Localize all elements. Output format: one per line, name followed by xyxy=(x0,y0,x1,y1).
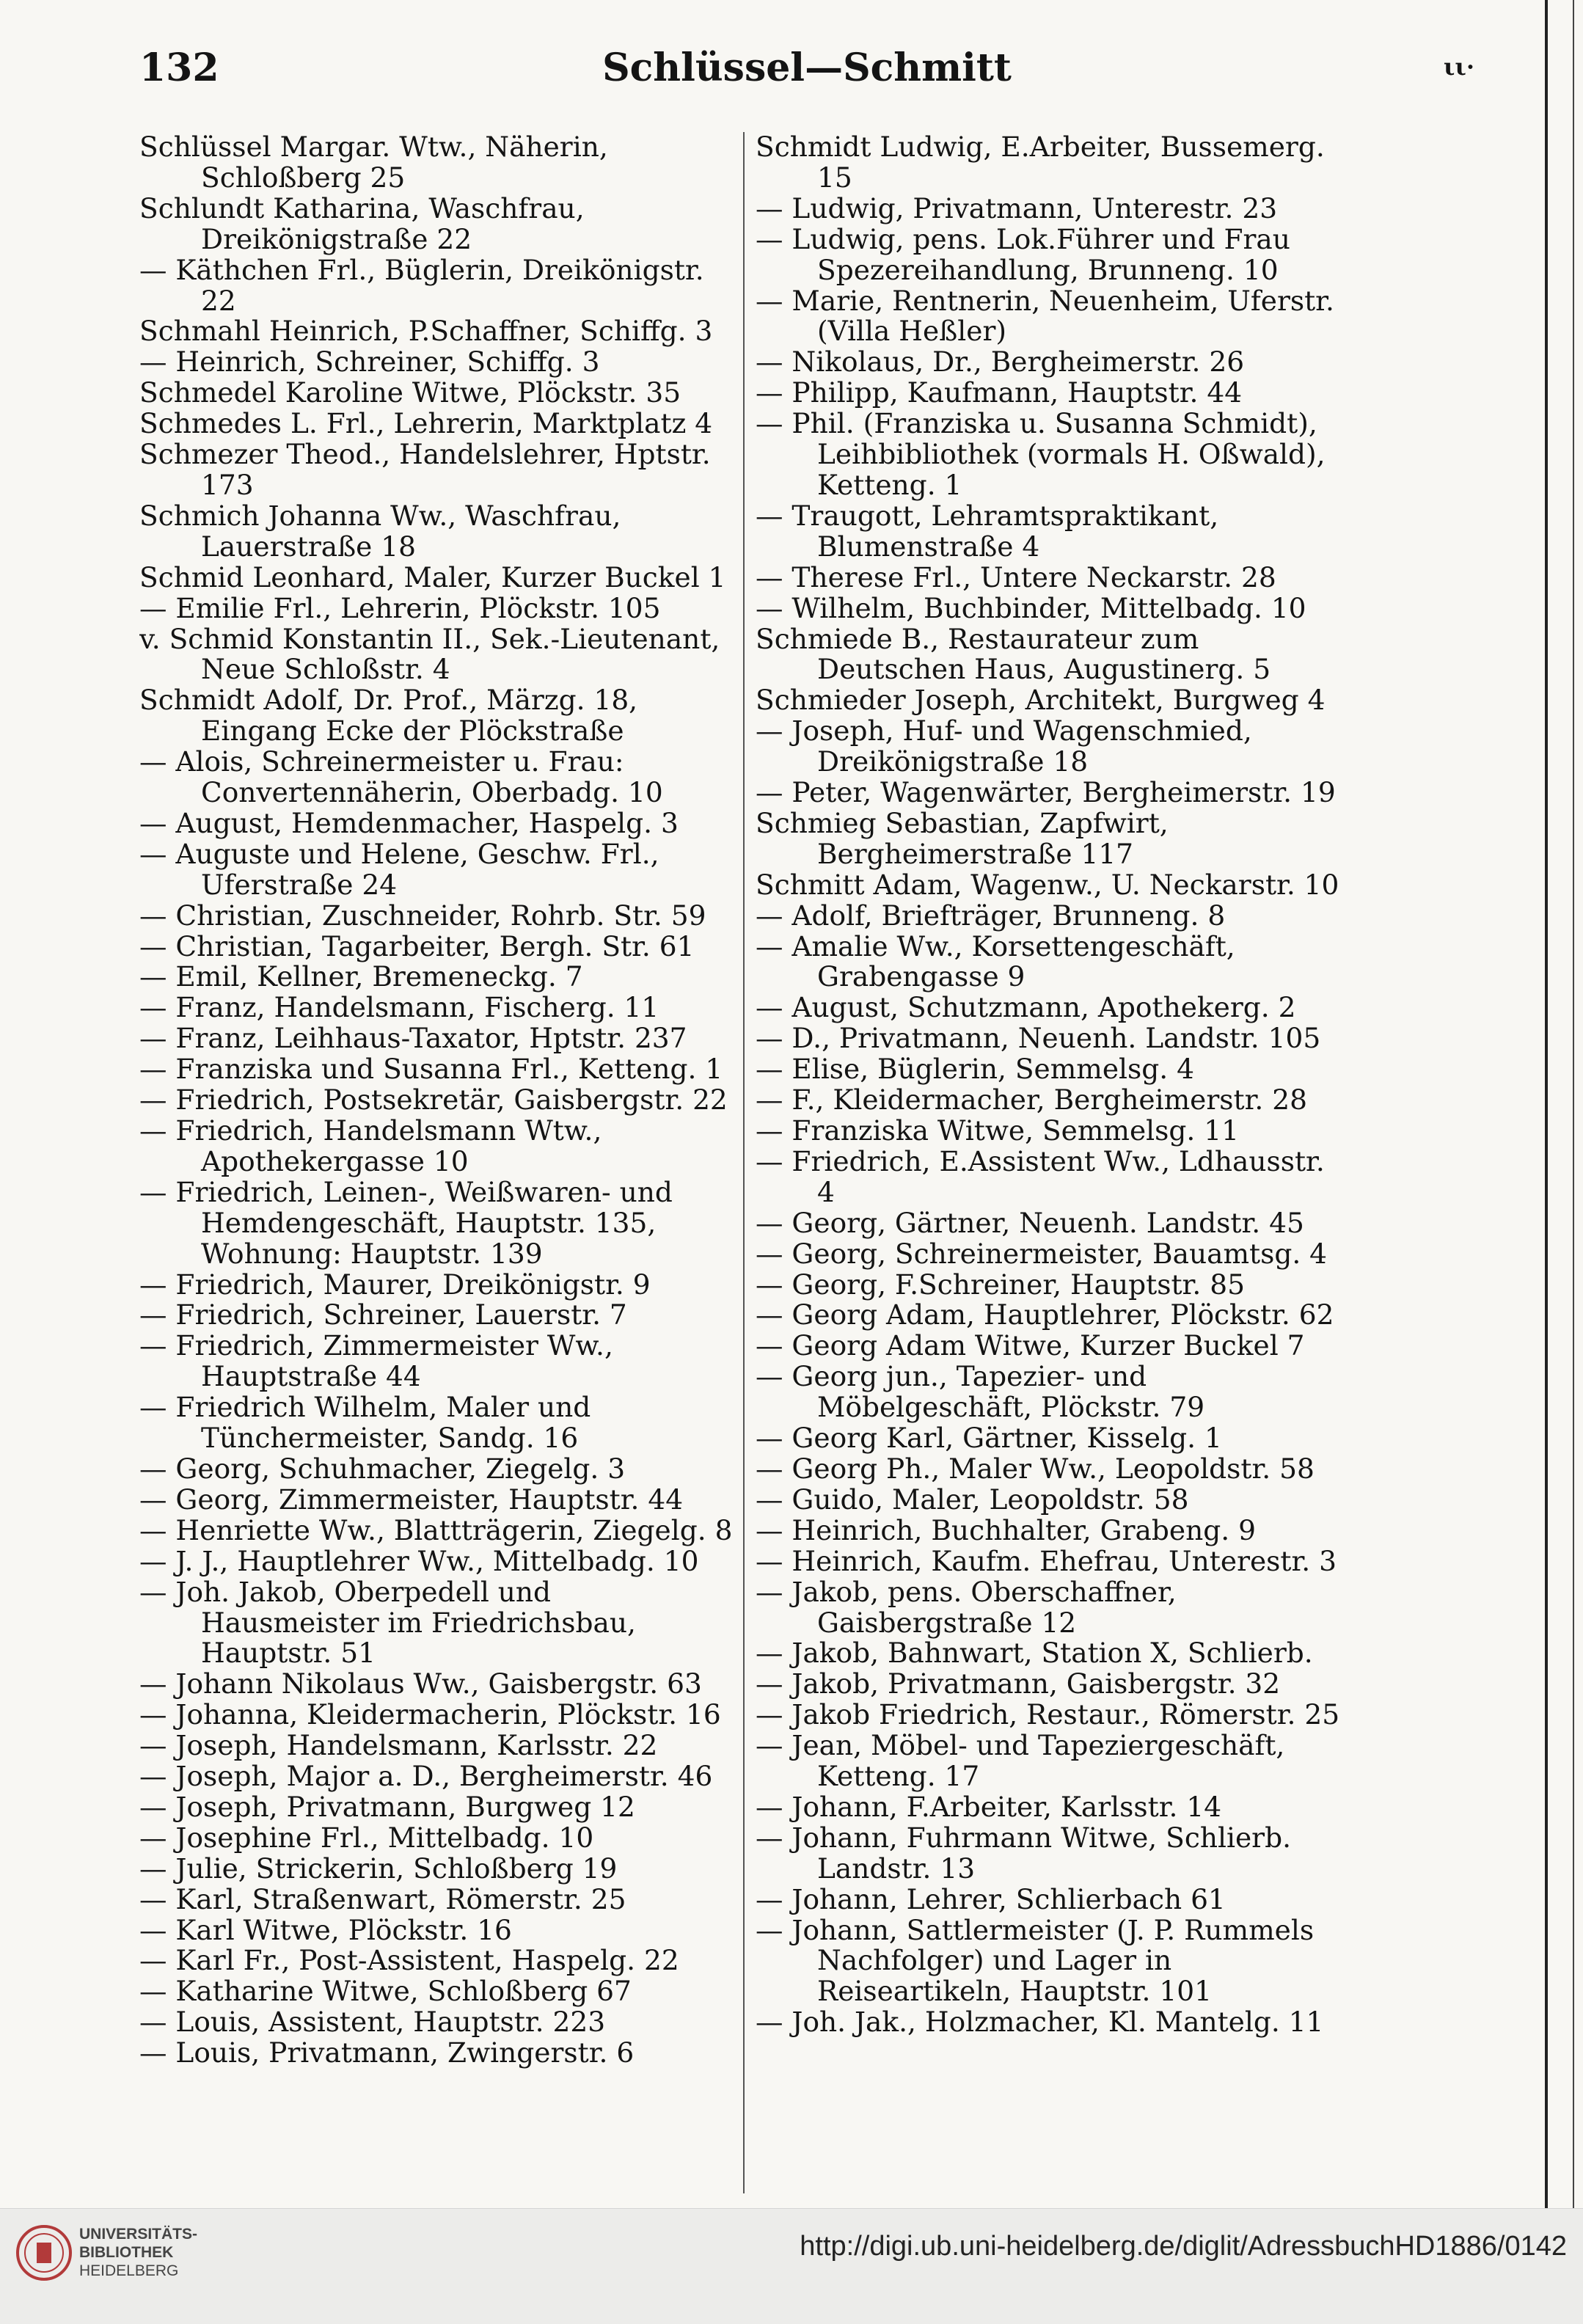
left-column xyxy=(139,132,734,2193)
directory-entry: — Karl Fr., Post-Assistent, Haspelg. 22 xyxy=(139,1944,679,1977)
directory-entry: — Friedrich, Zimmermeister Ww., Hauptstraße 44 xyxy=(139,1329,613,1393)
directory-entry: — Friedrich, Maurer, Dreikönigstr. 9 xyxy=(139,1268,651,1301)
directory-entry: — Georg, Schuhmacher, Ziegelg. 3 xyxy=(139,1452,626,1485)
directory-entry: — Heinrich, Buchhalter, Grabeng. 9 xyxy=(756,1513,1256,1546)
directory-entry: — Therese Frl., Untere Neckarstr. 28 xyxy=(756,560,1276,593)
directory-entry: — Friedrich, Leinen-, Weißwaren- und Hemdengeschäft, Hauptstr. 135, Wohnung: Hauptstr. 139 xyxy=(139,1175,673,1270)
page-edge-line-outer xyxy=(1573,0,1574,2208)
directory-entry: — Franziska und Susanna Frl., Ketteng. 1 xyxy=(139,1053,723,1086)
directory-entry: — Georg jun., Tapezier- und Möbelgeschäft, Plöckstr. 79 xyxy=(756,1360,1205,1424)
directory-entry: Schmidt Adolf, Dr. Prof., Märzg. 18, Eingang Ecke der Plöckstraße xyxy=(139,684,638,748)
logo-line-2: BIBLIOTHEK xyxy=(79,2244,174,2261)
directory-entry: — Guido, Maler, Leopoldstr. 58 xyxy=(756,1483,1189,1516)
right-column xyxy=(756,132,1342,2193)
directory-entry: — Katharine Witwe, Schloßberg 67 xyxy=(139,1975,632,2008)
directory-entry: — Heinrich, Kaufm. Ehefrau, Unterestr. 3 xyxy=(756,1544,1337,1577)
directory-entry: — Joseph, Huf- und Wagenschmied, Dreikönigstraße 18 xyxy=(756,715,1252,778)
directory-entry: — Alois, Schreinermeister u. Frau: Convertennäherin, Oberbadg. 10 xyxy=(139,745,663,809)
margin-mark: ιι· xyxy=(1443,53,1474,81)
directory-entry: — Franz, Leihhaus-Taxator, Hptstr. 237 xyxy=(139,1022,687,1055)
directory-entry: — Josephine Frl., Mittelbadg. 10 xyxy=(139,1821,594,1854)
directory-entry: — Friedrich, Handelsmann Wtw., Apothekergasse 10 xyxy=(139,1114,602,1177)
directory-entry: — Johann, Lehrer, Schlierbach 61 xyxy=(756,1882,1226,1915)
directory-entry: — Georg Adam, Hauptlehrer, Plöckstr. 62 xyxy=(756,1298,1334,1331)
directory-entry: — Christian, Zuschneider, Rohrb. Str. 59 xyxy=(139,899,706,932)
directory-entry: — Ludwig, Privatmann, Unterestr. 23 xyxy=(756,191,1278,224)
viewer-footer xyxy=(0,2208,1583,2324)
directory-entry: — Friedrich, E.Assistent Ww., Ldhausstr. 4 xyxy=(756,1144,1325,1208)
directory-entry: — Joseph, Handelsmann, Karlsstr. 22 xyxy=(139,1729,658,1762)
directory-entry: — Philipp, Kaufmann, Hauptstr. 44 xyxy=(756,376,1243,409)
directory-entry: Schmahl Heinrich, P.Schaffner, Schiffg. 3 xyxy=(139,315,713,348)
source-url[interactable]: http://digi.ub.uni-heidelberg.de/diglit/AdressbuchHD1886/0142 xyxy=(800,2231,1567,2262)
logo-line-3: HEIDELBERG xyxy=(79,2262,179,2279)
directory-entry: — Joseph, Privatmann, Burgweg 12 xyxy=(139,1790,635,1823)
directory-entry: — Christian, Tagarbeiter, Bergh. Str. 61 xyxy=(139,929,695,962)
directory-entry: Schmid Leonhard, Maler, Kurzer Buckel 1 xyxy=(139,560,726,593)
directory-entry: Schmich Johanna Ww., Waschfrau, Lauerstraße 18 xyxy=(139,499,621,563)
directory-entry: Schmieg Sebastian, Zapfwirt, Bergheimerstraße 117 xyxy=(756,806,1169,870)
directory-entry: — Georg, F.Schreiner, Hauptstr. 85 xyxy=(756,1268,1245,1301)
directory-entry: Schmidt Ludwig, E.Arbeiter, Bussemerg. 15 xyxy=(756,132,1325,194)
directory-entry: — Joseph, Major a. D., Bergheimerstr. 46 xyxy=(139,1760,713,1793)
directory-entry: — Franz, Handelsmann, Fischerg. 11 xyxy=(139,991,659,1024)
directory-entry: Schmiede B., Restaurateur zum Deutschen Haus, Augustinerg. 5 xyxy=(756,622,1271,686)
directory-entry: — Traugott, Lehramtspraktikant, Blumenstraße 4 xyxy=(756,499,1219,563)
directory-entry: — Wilhelm, Buchbinder, Mittelbadg. 10 xyxy=(756,591,1306,624)
directory-entry: Schmedes L. Frl., Lehrerin, Marktplatz 4 xyxy=(139,407,713,440)
directory-entry: — Georg Karl, Gärtner, Kisselg. 1 xyxy=(756,1422,1222,1455)
directory-entry: — Peter, Wagenwärter, Bergheimerstr. 19 xyxy=(756,776,1336,809)
directory-entry: — Johann, F.Arbeiter, Karlsstr. 14 xyxy=(756,1790,1222,1823)
directory-entry: — Joh. Jak., Holzmacher, Kl. Mantelg. 11 xyxy=(756,2006,1324,2039)
directory-entry: — Emilie Frl., Lehrerin, Plöckstr. 105 xyxy=(139,591,661,624)
directory-entry: — Karl Witwe, Plöckstr. 16 xyxy=(139,1913,512,1946)
page-header xyxy=(139,45,1474,104)
directory-entry: — Karl, Straßenwart, Römerstr. 25 xyxy=(139,1882,626,1915)
column-divider xyxy=(743,132,745,2193)
directory-entry: — Johann, Sattlermeister (J. P. Rummels Nachfolger) und Lager in Reiseartikeln, Hauptstr. 101 xyxy=(756,1913,1315,2008)
directory-entry: v. Schmid Konstantin II., Sek.-Lieutenant, Neue Schloßstr. 4 xyxy=(139,622,720,686)
directory-entry: — Emil, Kellner, Bremeneckg. 7 xyxy=(139,960,583,993)
directory-entry: — Nikolaus, Dr., Bergheimerstr. 26 xyxy=(756,346,1245,379)
directory-entry: — Johann, Fuhrmann Witwe, Schlierb. Landstr. 13 xyxy=(756,1821,1292,1885)
directory-entry: — Elise, Büglerin, Semmelsg. 4 xyxy=(756,1053,1195,1086)
directory-entry: Schmieder Joseph, Architekt, Burgweg 4 xyxy=(756,684,1326,717)
directory-entry: — Johanna, Kleidermacherin, Plöckstr. 16 xyxy=(139,1698,721,1731)
directory-entry: — Louis, Assistent, Hauptstr. 223 xyxy=(139,2006,606,2039)
directory-entry: — Georg Ph., Maler Ww., Leopoldstr. 58 xyxy=(756,1452,1315,1485)
directory-entry: Schlundt Katharina, Waschfrau, Dreikönigstraße 22 xyxy=(139,191,585,255)
directory-entry: — Jean, Möbel- und Tapeziergeschäft, Ketteng. 17 xyxy=(756,1729,1285,1793)
directory-entry: — August, Hemdenmacher, Haspelg. 3 xyxy=(139,806,679,839)
page-edge-line xyxy=(1545,0,1548,2208)
directory-entry: — J. J., Hauptlehrer Ww., Mittelbadg. 10 xyxy=(139,1544,699,1577)
running-title: Schlüssel—Schmitt xyxy=(602,45,1012,90)
directory-entry: — Louis, Privatmann, Zwingerstr. 6 xyxy=(139,2036,635,2069)
directory-entry: — Georg, Schreinermeister, Bauamtsg. 4 xyxy=(756,1237,1328,1270)
directory-entry: — Franziska Witwe, Semmelsg. 11 xyxy=(756,1114,1239,1147)
directory-entry: — Amalie Ww., Korsettengeschäft, Grabengasse 9 xyxy=(756,929,1235,993)
directory-entry: — Marie, Rentnerin, Neuenheim, Uferstr. (Villa Heßler) xyxy=(756,284,1334,348)
directory-entry: — Jakob, Bahnwart, Station X, Schlierb. xyxy=(756,1637,1313,1670)
directory-entry: — Henriette Ww., Blattträgerin, Ziegelg. 8 xyxy=(139,1513,733,1546)
directory-entry: — F., Kleidermacher, Bergheimerstr. 28 xyxy=(756,1084,1307,1117)
directory-entry: — August, Schutzmann, Apothekerg. 2 xyxy=(756,991,1296,1024)
directory-entry: — Phil. (Franziska u. Susanna Schmidt), Leihbibliothek (vormals H. Oßwald), Ketteng. 1 xyxy=(756,407,1326,501)
directory-entry: — Adolf, Briefträger, Brunneng. 8 xyxy=(756,899,1226,932)
directory-entry: — Friedrich, Postsekretär, Gaisbergstr. 22 xyxy=(139,1084,728,1117)
directory-entry: — Ludwig, pens. Lok.Führer und Frau Spezereihandlung, Brunneng. 10 xyxy=(756,222,1290,286)
directory-entry: — Georg, Gärtner, Neuenh. Landstr. 45 xyxy=(756,1206,1304,1239)
directory-entry: — Auguste und Helene, Geschw. Frl., Uferstraße 24 xyxy=(139,837,659,901)
directory-entry: — Joh. Jakob, Oberpedell und Hausmeister im Friedrichsbau, Hauptstr. 51 xyxy=(139,1575,636,1670)
directory-entry: — Heinrich, Schreiner, Schiffg. 3 xyxy=(139,346,600,379)
directory-entry: — Julie, Strickerin, Schloßberg 19 xyxy=(139,1852,618,1885)
directory-entry: — Jakob, Privatmann, Gaisbergstr. 32 xyxy=(756,1667,1281,1700)
directory-entry: — Friedrich Wilhelm, Maler und Tünchermeister, Sandg. 16 xyxy=(139,1391,591,1455)
directory-entry: — Friedrich, Schreiner, Lauerstr. 7 xyxy=(139,1298,627,1331)
directory-entry: — Georg, Zimmermeister, Hauptstr. 44 xyxy=(139,1483,684,1516)
library-logo-text xyxy=(79,2225,197,2280)
logo-line-1: UNIVERSITÄTS- xyxy=(79,2226,198,2243)
directory-entry: — Jakob Friedrich, Restaur., Römerstr. 25 xyxy=(756,1698,1340,1731)
page-number: 132 xyxy=(139,45,219,90)
directory-entry: Schmedel Karoline Witwe, Plöckstr. 35 xyxy=(139,376,681,409)
directory-entry: — Johann Nikolaus Ww., Gaisbergstr. 63 xyxy=(139,1667,702,1700)
directory-entry: Schmitt Adam, Wagenw., U. Neckarstr. 10 xyxy=(756,868,1339,901)
directory-entry: — Georg Adam Witwe, Kurzer Buckel 7 xyxy=(756,1329,1305,1362)
directory-entry: Schmezer Theod., Handelslehrer, Hptstr. 173 xyxy=(139,438,711,501)
directory-entry: — Käthchen Frl., Büglerin, Dreikönigstr. 22 xyxy=(139,253,704,317)
directory-entry: Schlüssel Margar. Wtw., Näherin, Schloßberg 25 xyxy=(139,132,608,194)
directory-entry: — Jakob, pens. Oberschaffner, Gaisbergstraße 12 xyxy=(756,1575,1177,1639)
directory-entry: — D., Privatmann, Neuenh. Landstr. 105 xyxy=(756,1022,1321,1055)
university-seal-icon xyxy=(15,2223,73,2282)
